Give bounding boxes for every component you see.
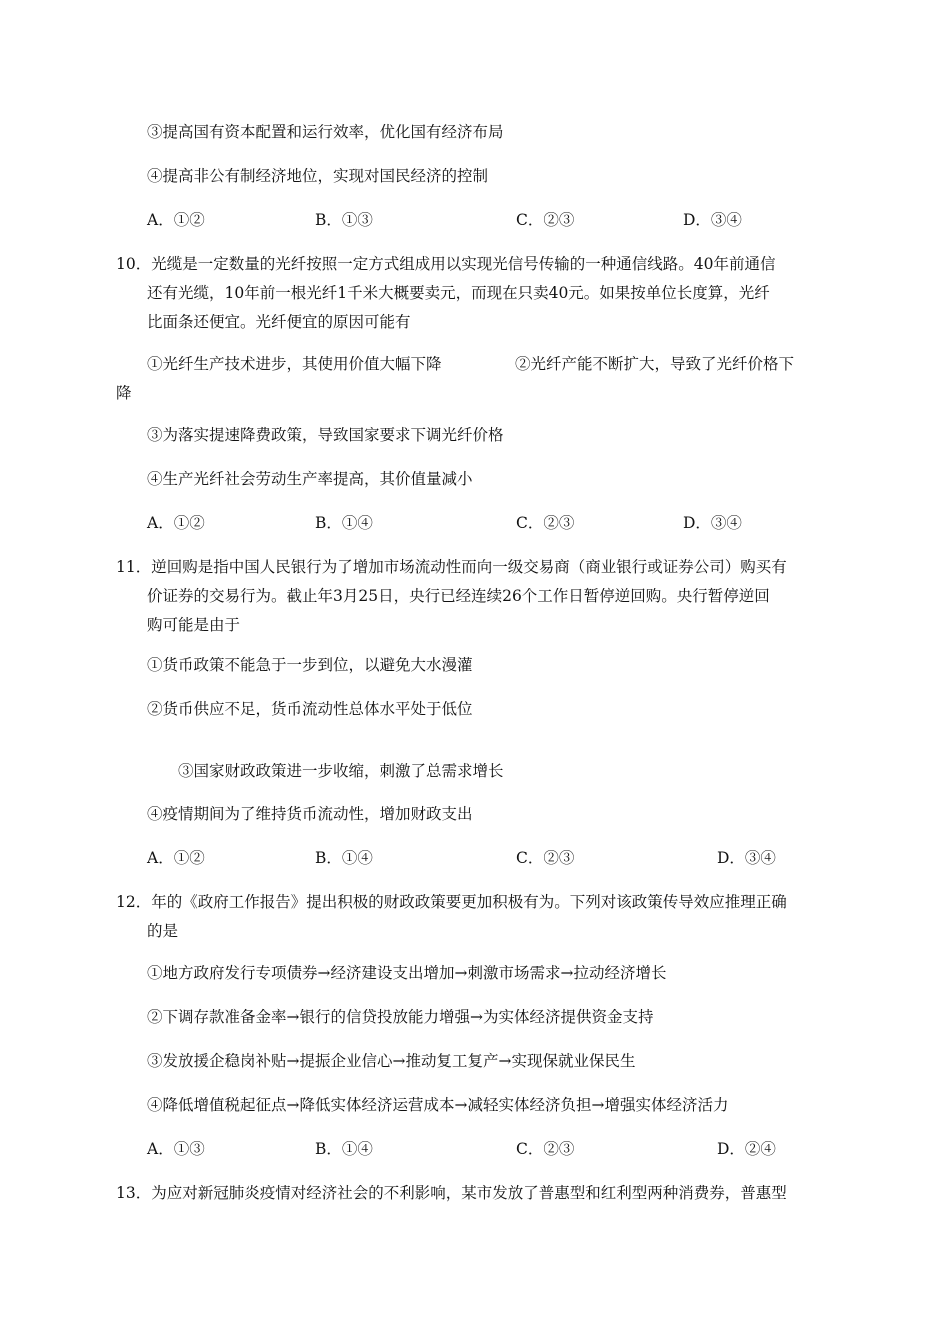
q10-option-d: D．③④ <box>683 514 742 532</box>
q10-option-a: A．①② <box>147 514 205 532</box>
q12-option-d: D．②④ <box>717 1140 776 1158</box>
q10-item-2-wrap: 降 <box>116 384 132 402</box>
q11-item-2: ②货币供应不足，货币流动性总体水平处于低位 <box>147 700 473 718</box>
q12-option-a: A．①③ <box>147 1140 205 1158</box>
q10-item-2: ②光纤产能不断扩大，导致了光纤价格下 <box>515 355 795 373</box>
q12-stem-line-2: 的是 <box>147 922 179 940</box>
q12-item-3: ③发放援企稳岗补贴→提振企业信心→推动复工复产→实现保就业保民生 <box>147 1052 636 1070</box>
q11-option-d: D．③④ <box>717 849 776 867</box>
q11-item-4: ④疫情期间为了维持货币流动性，增加财政支出 <box>147 805 473 823</box>
q10-stem-line-2: 还有光缆，10年前一根光纤1千米大概要卖元，而现在只卖40元。如果按单位长度算，光纤 <box>147 284 770 302</box>
q11-option-b: B．①④ <box>315 849 373 867</box>
q12-item-4: ④降低增值税起征点→降低实体经济运营成本→减轻实体经济负担→增强实体经济活力 <box>147 1096 729 1114</box>
q9-item-4: ④提高非公有制经济地位，实现对国民经济的控制 <box>147 167 489 185</box>
q10-item-1: ①光纤生产技术进步，其使用价值大幅下降 <box>147 355 442 373</box>
q11-item-1: ①货币政策不能急于一步到位，以避免大水漫灌 <box>147 656 473 674</box>
q13-stem-line-1: 13．为应对新冠肺炎疫情对经济社会的不利影响，某市发放了普惠型和红利型两种消费券，普惠型 <box>116 1184 787 1202</box>
q11-stem-line-2: 价证券的交易行为。截止年3月25日，央行已经连续26个工作日暂停逆回购。央行暂停逆回 <box>147 587 770 605</box>
q10-stem-line-3: 比面条还便宜。光纤便宜的原因可能有 <box>147 313 411 331</box>
q9-option-d: D．③④ <box>683 211 742 229</box>
q10-item-3: ③为落实提速降费政策，导致国家要求下调光纤价格 <box>147 426 504 444</box>
q11-item-3: ③国家财政政策进一步收缩，刺激了总需求增长 <box>178 762 504 780</box>
q10-stem-line-1: 10．光缆是一定数量的光纤按照一定方式组成用以实现光信号传输的一种通信线路。40年前通信 <box>116 255 776 273</box>
q11-stem-line-3: 购可能是由于 <box>147 616 241 634</box>
q12-option-c: C．②③ <box>516 1140 575 1158</box>
q12-item-2: ②下调存款准备金率→银行的信贷投放能力增强→为实体经济提供资金支持 <box>147 1008 654 1026</box>
q9-option-b: B．①③ <box>315 211 373 229</box>
q11-option-c: C．②③ <box>516 849 575 867</box>
q9-item-3: ③提高国有资本配置和运行效率，优化国有经济布局 <box>147 123 504 141</box>
q12-option-b: B．①④ <box>315 1140 373 1158</box>
q11-stem-line-1: 11．逆回购是指中国人民银行为了增加市场流动性而向一级交易商（商业银行或证券公司）购买有 <box>116 558 787 576</box>
q11-option-a: A．①② <box>147 849 205 867</box>
q12-item-1: ①地方政府发行专项债券→经济建设支出增加→刺激市场需求→拉动经济增长 <box>147 964 667 982</box>
q9-option-a: A．①② <box>147 211 205 229</box>
q10-option-c: C．②③ <box>516 514 575 532</box>
q12-stem-line-1: 12．年的《政府工作报告》提出积极的财政政策要更加积极有为。下列对该政策传导效应推理正确 <box>116 893 787 911</box>
q9-option-c: C．②③ <box>516 211 575 229</box>
q10-option-b: B．①④ <box>315 514 373 532</box>
q10-item-4: ④生产光纤社会劳动生产率提高，其价值量减小 <box>147 470 473 488</box>
